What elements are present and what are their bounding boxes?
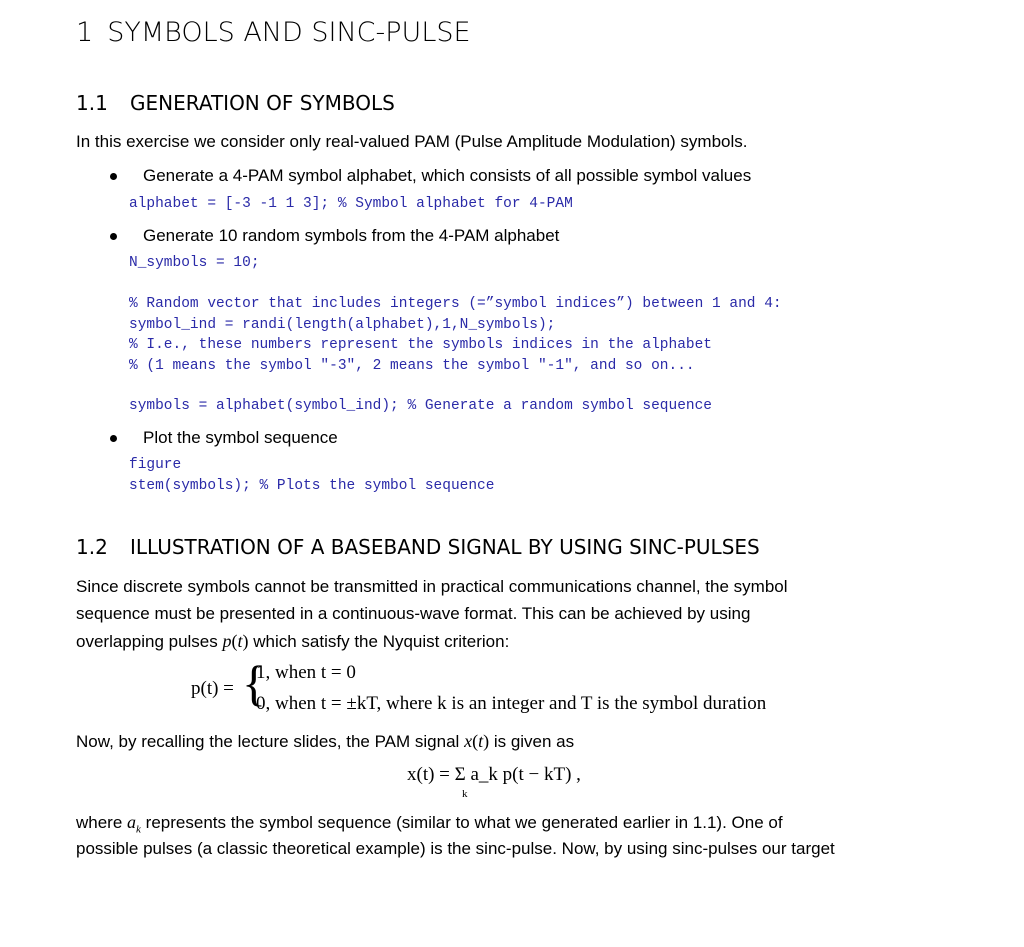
bullet-text-1: Generate a 4-PAM symbol alphabet, which consists of all possible symbol values [143,166,752,185]
section-heading-1-1: 1.1 GENERATION OF SYMBOLS [76,91,395,115]
code-line: symbols = alphabet(symbol_ind); % Generate a random symbol sequence [129,398,712,414]
code-line: symbol_ind = randi(length(alphabet),1,N_symbols); [129,317,556,333]
section-heading-1-2: 1.2 ILLUSTRATION OF A BASEBAND SIGNAL BY USING SINC-PULSES [76,535,760,559]
bullet-text-3: Plot the symbol sequence [143,428,338,447]
paragraph-line: sequence must be presented in a continuous-wave format. This can be achieved by using [76,604,751,623]
equation-lhs: p(t) = [191,678,234,699]
chapter-title: 1 SYMBOLS AND SINC-PULSE [76,17,471,48]
code-line: figure [129,457,182,473]
code-line: % (1 means the symbol "-3", 2 means the symbol "-1", and so on... [129,358,695,374]
brace-icon: { [242,655,266,711]
code-line: stem(symbols); % Plots the symbol sequence [129,478,495,494]
code-line: alphabet = [-3 -1 1 3]; % Symbol alphabet for 4-PAM [129,196,573,212]
code-line: % I.e., these numbers represent the symbols indices in the alphabet [129,337,712,353]
paragraph-line: overlapping pulses p(t) which satisfy the Nyquist criterion: [76,631,510,651]
paragraph-line: Now, by recalling the lecture slides, the PAM signal x(t) is given as [76,731,575,751]
equation-case-1: 1, when t = 0 [256,662,356,683]
bullet-icon [110,173,117,180]
code-line: % Random vector that includes integers (=”symbol indices”) between 1 and 4: [129,296,782,312]
intro-paragraph: In this exercise we consider only real-valued PAM (Pulse Amplitude Modulation) symbols. [76,132,748,151]
equation-2-subscript: k [462,788,468,800]
bullet-icon [110,233,117,240]
paragraph-line: possible pulses (a classic theoretical example) is the sinc-pulse. Now, by using sinc-pulses our target [76,839,835,858]
bullet-text-2: Generate 10 random symbols from the 4-PAM alphabet [143,226,560,245]
paragraph-line: where $a_k$ represents the symbol sequence (similar to what we generated earlier in 1.1). One of [76,812,783,836]
equation-2: x(t) = Σ a_k p(t − kT) , [407,764,581,785]
bullet-icon [110,435,117,442]
code-line: N_symbols = 10; [129,255,260,271]
paragraph-line: Since discrete symbols cannot be transmitted in practical communications channel, the symbol [76,577,788,596]
equation-case-2: 0, when t = ±kT, where k is an integer and T is the symbol duration [256,693,767,714]
